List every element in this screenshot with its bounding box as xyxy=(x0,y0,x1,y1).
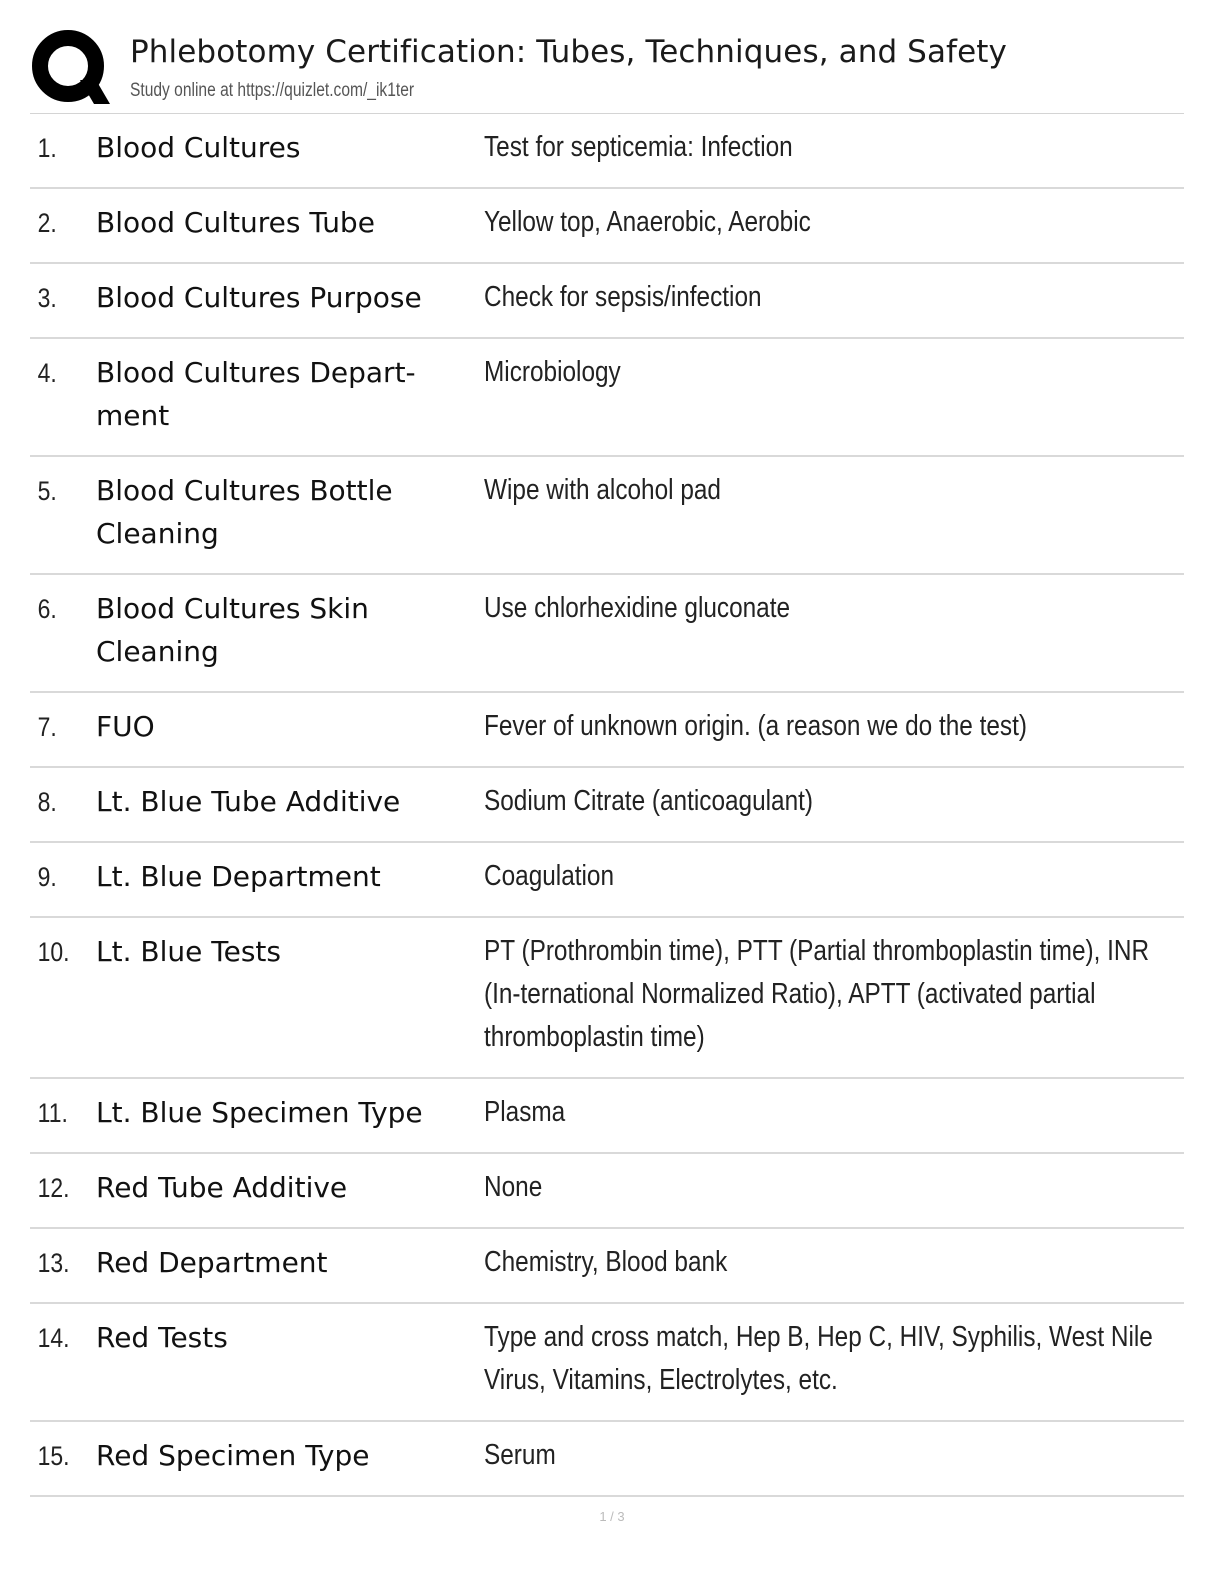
item-number: 4. xyxy=(37,358,57,388)
list-item xyxy=(30,1422,1184,1497)
definition: Sodium Citrate (anticoagulant) xyxy=(484,785,814,817)
item-number: 12. xyxy=(37,1173,70,1203)
list-item xyxy=(30,1304,1184,1422)
item-number: 14. xyxy=(37,1323,70,1353)
item-number: 10. xyxy=(37,937,70,967)
page-header xyxy=(30,28,1190,114)
term: Blood Cultures Skin Cleaning xyxy=(96,592,369,668)
item-number: 7. xyxy=(37,712,57,742)
list-item xyxy=(30,264,1184,339)
definition: Type and cross match, Hep B, Hep C, HIV, Syphilis, West Nile Virus, Vitamins, Electrolytes, etc. xyxy=(484,1321,1153,1396)
page-title: Phlebotomy Certification: Tubes, Techniques, and Safety xyxy=(130,34,1007,70)
item-number: 1. xyxy=(37,133,57,163)
list-item xyxy=(30,918,1184,1079)
quizlet-logo-icon xyxy=(30,28,110,108)
item-number: 2. xyxy=(37,208,57,238)
term: Blood Cultures Tube xyxy=(96,206,375,239)
term: Red Specimen Type xyxy=(96,1439,370,1472)
item-number: 11. xyxy=(37,1098,68,1128)
list-item xyxy=(30,575,1184,693)
list-item xyxy=(30,843,1184,918)
item-number: 6. xyxy=(37,594,57,624)
definition: PT (Prothrombin time), PTT (Partial thromboplastin time), INR (In-ternational Normalized Ratio), APTT (activated partial thromboplastin time) xyxy=(484,935,1150,1053)
list-item xyxy=(30,189,1184,264)
term: Lt. Blue Department xyxy=(96,860,381,893)
list-item xyxy=(30,457,1184,575)
list-item xyxy=(30,1079,1184,1154)
definition: Plasma xyxy=(484,1096,566,1128)
term: Red Tube Additive xyxy=(96,1171,348,1204)
item-number: 3. xyxy=(37,283,57,313)
definition: Wipe with alcohol pad xyxy=(484,474,721,506)
definition: Fever of unknown origin. (a reason we do the test) xyxy=(484,710,1027,742)
definition: Chemistry, Blood bank xyxy=(484,1246,728,1278)
definition: Check for sepsis/infection xyxy=(484,281,762,313)
list-item xyxy=(30,768,1184,843)
definition: Yellow top, Anaerobic, Aerobic xyxy=(484,206,811,238)
term: FUO xyxy=(96,710,155,743)
definition: None xyxy=(484,1171,543,1203)
term: Blood Cultures Depart-ment xyxy=(96,356,416,432)
term: Red Tests xyxy=(96,1321,228,1354)
definition: Use chlorhexidine gluconate xyxy=(484,592,791,624)
item-number: 9. xyxy=(37,862,57,892)
definition: Serum xyxy=(484,1439,556,1471)
term: Blood Cultures xyxy=(96,131,301,164)
list-item xyxy=(30,1154,1184,1229)
item-number: 8. xyxy=(37,787,57,817)
term: Lt. Blue Tests xyxy=(96,935,281,968)
list-item xyxy=(30,114,1184,189)
item-number: 5. xyxy=(37,476,57,506)
item-number: 15. xyxy=(37,1441,70,1471)
term: Red Department xyxy=(96,1246,328,1279)
flashcard-list xyxy=(30,113,1184,1497)
list-item xyxy=(30,693,1184,768)
item-number: 13. xyxy=(37,1248,70,1278)
term: Lt. Blue Specimen Type xyxy=(96,1096,423,1129)
term: Blood Cultures Purpose xyxy=(96,281,422,314)
study-link[interactable]: Study online at https://quizlet.com/_ik1ter xyxy=(130,80,415,101)
page-number: 1 / 3 xyxy=(599,1509,625,1524)
list-item xyxy=(30,339,1184,457)
definition: Coagulation xyxy=(484,860,615,892)
list-item xyxy=(30,1229,1184,1304)
definition: Microbiology xyxy=(484,356,621,388)
term: Blood Cultures Bottle Cleaning xyxy=(96,474,393,550)
term: Lt. Blue Tube Additive xyxy=(96,785,401,818)
definition: Test for septicemia: Infection xyxy=(484,131,793,163)
